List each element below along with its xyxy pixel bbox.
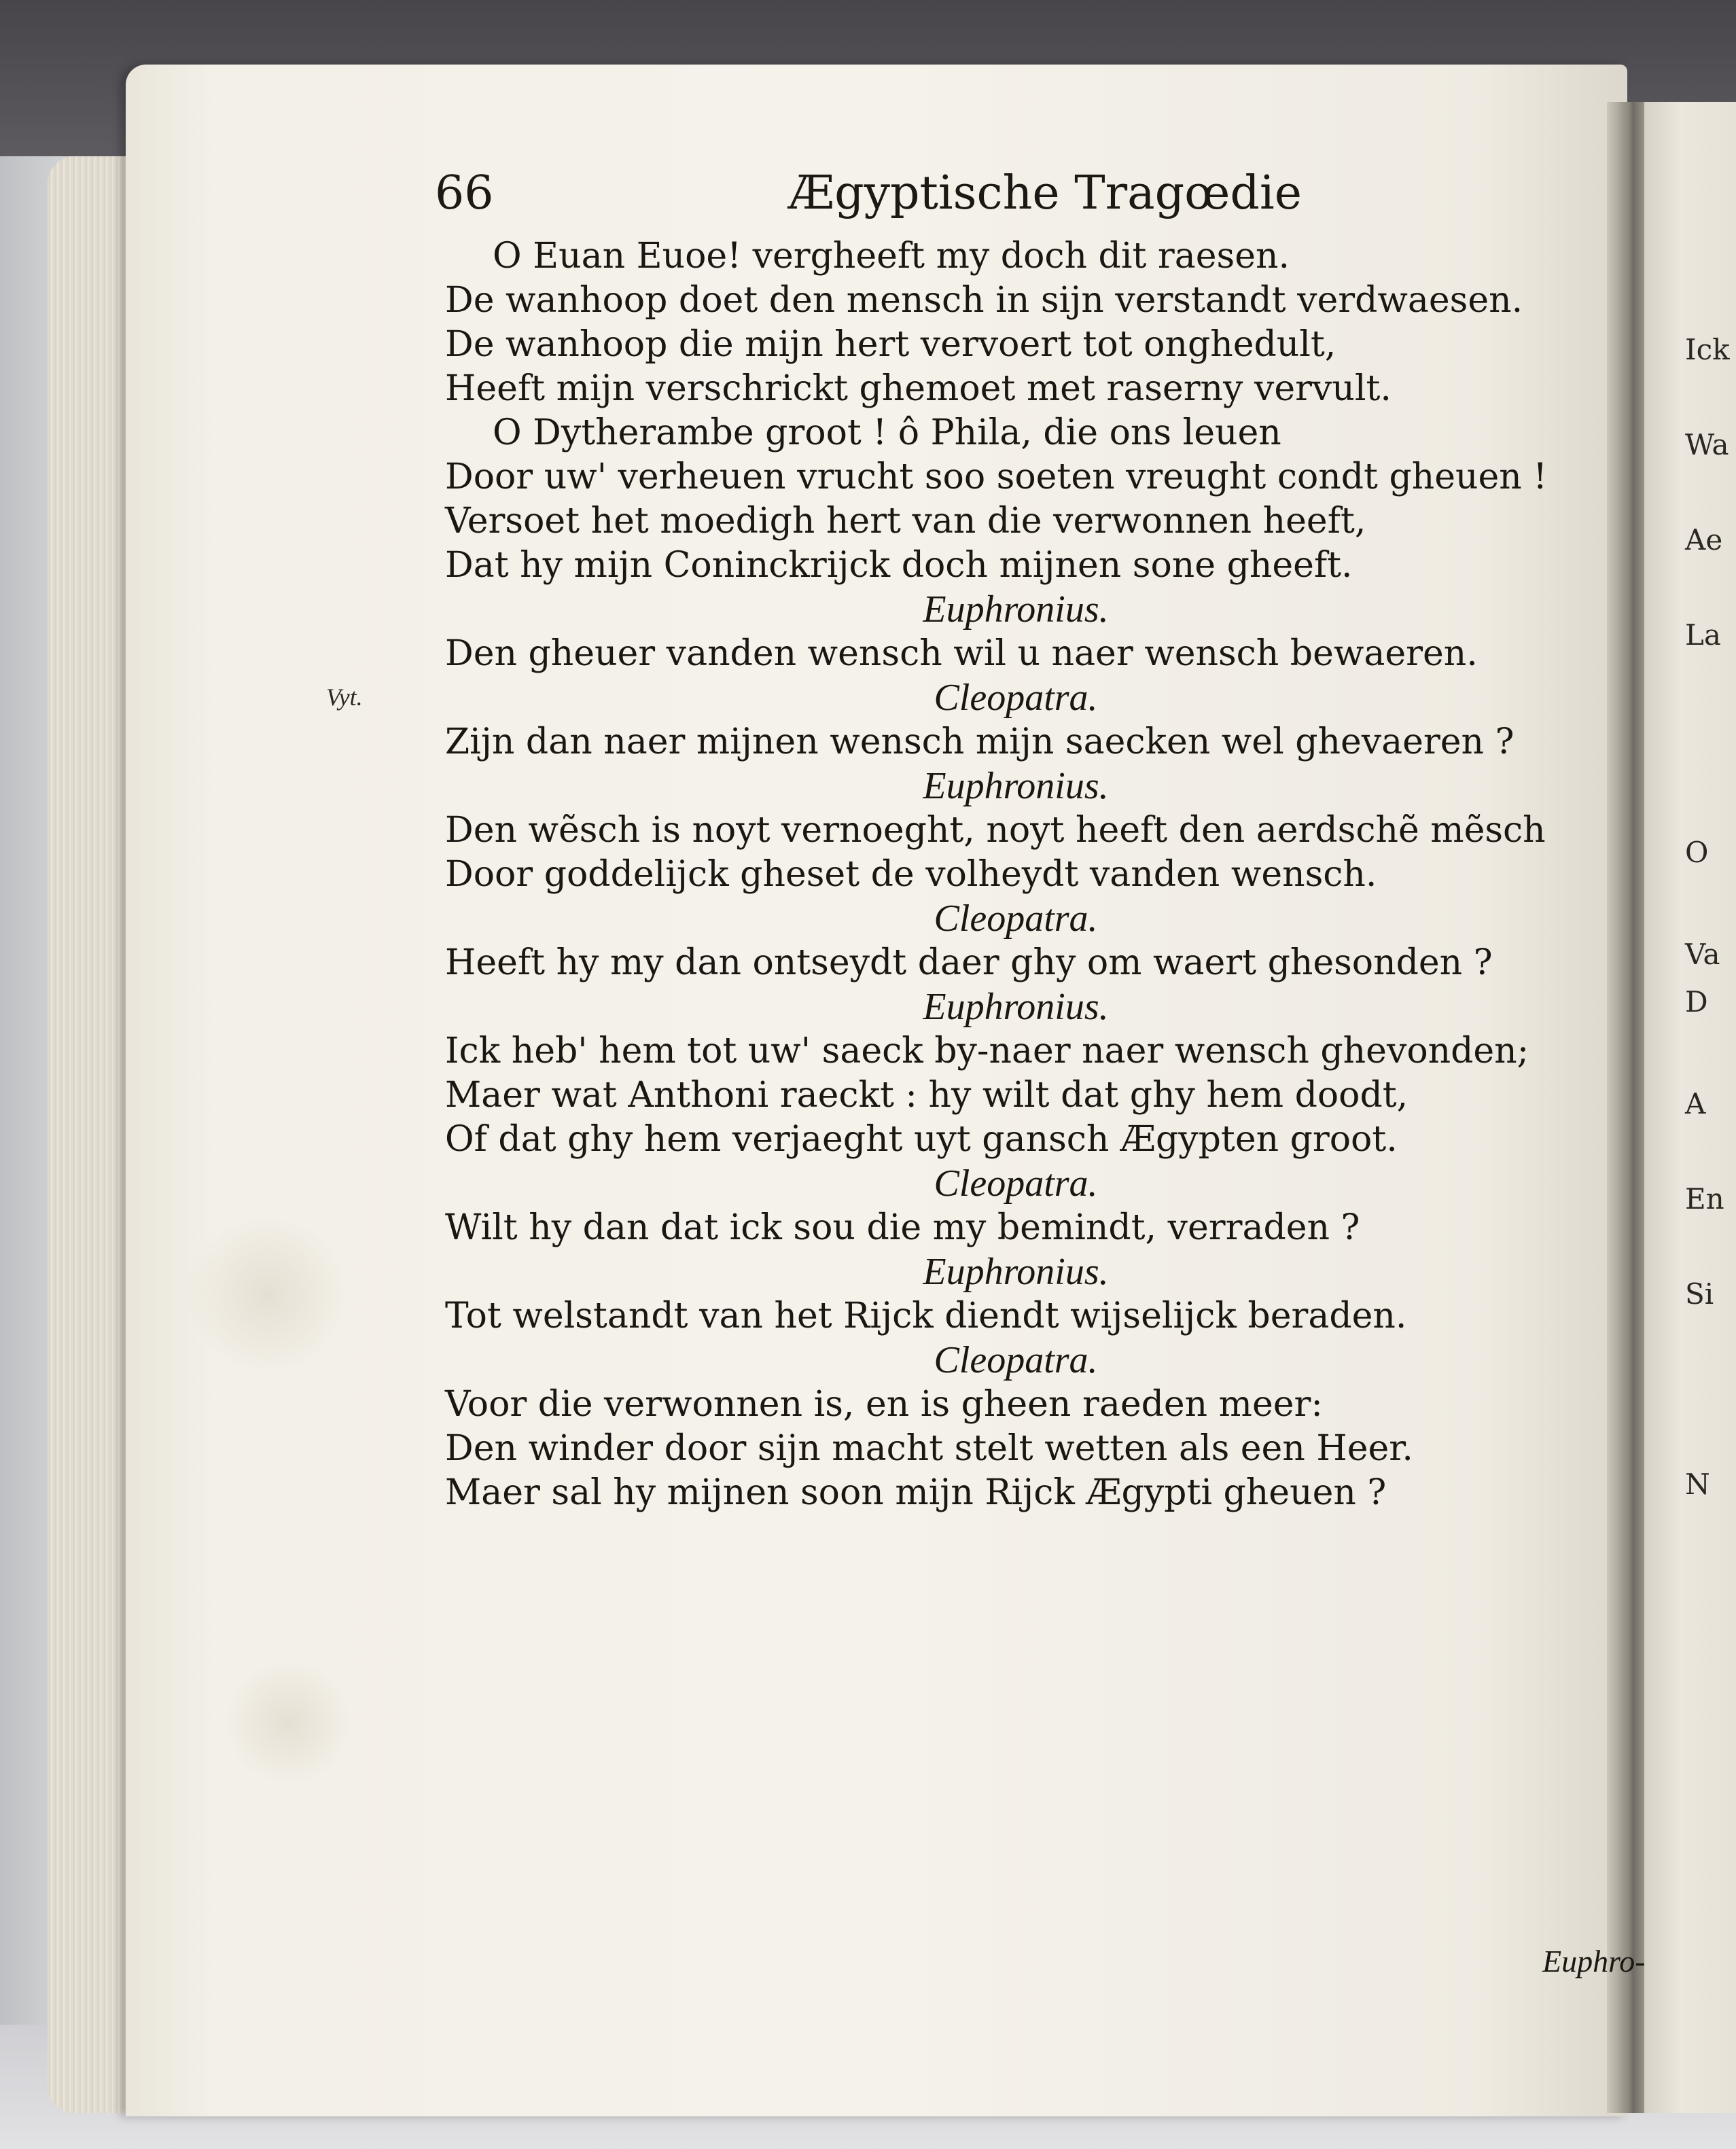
- verse-line: Maer wat Anthoni raeckt : hy wilt dat ghy hem doodt,: [445, 1075, 1409, 1116]
- verse-line: O Dytherambe groot ! ô Phila, die ons leuen: [493, 412, 1281, 453]
- verse-line: Voor die verwonnen is, en is gheen raeden meer:: [445, 1384, 1323, 1425]
- verse-line: Ick heb' hem tot uw' saeck by-naer naer wensch ghevonden;: [445, 1031, 1529, 1071]
- page-number: 66: [435, 166, 494, 220]
- verse-line: Wilt hy dan dat ick sou die my bemindt, verraden ?: [445, 1207, 1360, 1248]
- verse-line: Den gheuer vanden wensch wil u naer wensch bewaeren.: [445, 633, 1478, 674]
- speaker-name: Euphronius.: [923, 986, 1109, 1028]
- verse-line: Maer sal hy mijnen soon mijn Rijck Ægypti gheuen ?: [445, 1472, 1387, 1513]
- running-title: Ægyptische Tragœdie: [788, 166, 1302, 220]
- verse-line: Door uw' verheuen vrucht soo soeten vreught condt gheuen !: [445, 457, 1548, 497]
- verse-line: Zijn dan naer mijnen wensch mijn saecken wel ghevaeren ?: [445, 722, 1514, 762]
- verse-line: Dat hy mijn Coninckrijck doch mijnen sone gheeft.: [445, 545, 1353, 586]
- facing-page-fragment: Ae: [1685, 523, 1723, 556]
- margin-note: Vyt.: [326, 683, 363, 711]
- facing-page-fragment: Ick: [1685, 333, 1730, 366]
- facing-page-fragment: Wa: [1685, 428, 1729, 461]
- facing-page-fragment: La: [1685, 618, 1721, 652]
- facing-page-fragment: En: [1685, 1182, 1724, 1215]
- catchword: Euphro-: [1542, 1944, 1646, 1978]
- facing-page-fragment: O: [1685, 836, 1709, 869]
- speaker-name: Cleopatra.: [934, 1339, 1098, 1381]
- verse-line: Den wẽsch is noyt vernoeght, noyt heeft den aerdschẽ mẽsch: [445, 810, 1546, 851]
- facing-page-fragment: Si: [1685, 1277, 1714, 1311]
- verse-line: Heeft mijn verschrickt ghemoet met raserny vervult.: [445, 368, 1392, 409]
- facing-page-fragment: A: [1685, 1087, 1706, 1120]
- verse-text: [445, 234, 1587, 1515]
- verse-line: Of dat ghy hem verjaeght uyt gansch Ægypten groot.: [445, 1119, 1398, 1160]
- speaker-name: Euphronius.: [923, 1251, 1109, 1293]
- facing-page-fragment: Va: [1685, 938, 1720, 971]
- verse-line: Den winder door sijn macht stelt wetten als een Heer.: [445, 1428, 1413, 1469]
- paper-stain: [180, 1220, 357, 1369]
- facing-page-fragment: N: [1685, 1468, 1710, 1501]
- facing-page-fragment: D: [1685, 985, 1708, 1018]
- speaker-name: Euphronius.: [923, 765, 1109, 807]
- speaker-name: Cleopatra.: [934, 677, 1098, 719]
- verse-line: Tot welstandt van het Rijck diendt wijselijck beraden.: [445, 1296, 1407, 1336]
- verse-line: Heeft hy my dan ontseydt daer ghy om waert ghesonden ?: [445, 942, 1493, 983]
- speaker-name: Euphronius.: [923, 588, 1109, 631]
- verse-line: Versoet het moedigh hert van die verwonnen heeft,: [445, 501, 1366, 541]
- facing-page: [1644, 102, 1736, 2113]
- verse-line: De wanhoop die mijn hert vervoert tot onghedult,: [445, 324, 1336, 365]
- paper-stain: [221, 1661, 357, 1783]
- verse-line: Door goddelijck gheset de volheydt vanden wensch.: [445, 854, 1377, 895]
- verse-line: O Euan Euoe! vergheeft my doch dit raesen.: [493, 236, 1290, 277]
- speaker-name: Cleopatra.: [934, 1162, 1098, 1205]
- verse-line: De wanhoop doet den mensch in sijn verstandt verdwaesen.: [445, 280, 1523, 321]
- speaker-name: Cleopatra.: [934, 898, 1098, 940]
